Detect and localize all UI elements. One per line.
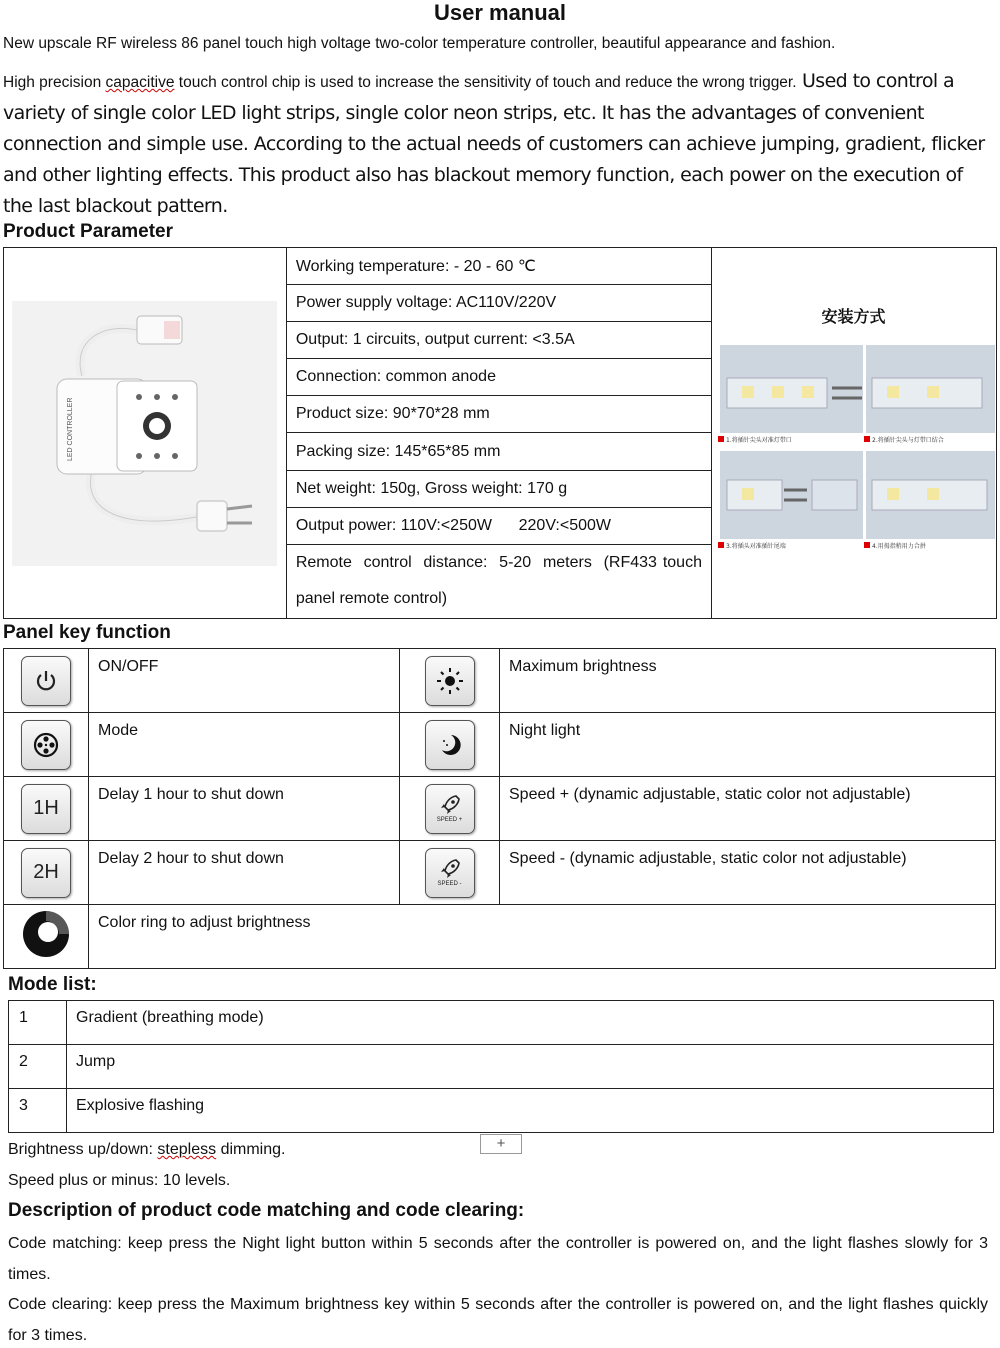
mode-number: 2 [9,1045,67,1089]
key-icon-cell [4,905,89,969]
speed-note: Speed plus or minus: 10 levels. [8,1172,231,1189]
sun-icon [425,656,475,706]
mode-list-table [8,1000,994,1133]
intro-line: New upscale RF wireless 86 panel touch high voltage two-color temperature controller, beautiful appearance and fashion. [3,35,836,52]
controller-label: LED CONTROLLER [67,397,75,461]
key-label: Delay 2 hour to shut down [89,841,400,905]
key-label: Speed - (dynamic adjustable, static color not adjustable) [500,841,996,905]
param-cell: Net weight: 150g, Gross weight: 170 g [286,470,711,507]
moon-icon [425,720,475,770]
code-matching-text: Code matching: keep press the Night light button within 5 seconds after the controller is powered on, and the light flashes slowly for 3 times. [8,1235,988,1283]
key-label: Color ring to adjust brightness [89,905,996,969]
2h-icon: 2H [21,848,71,898]
key-icon-cell [400,777,500,841]
speed-plus-text: SPEED + [436,817,463,823]
key-label: Night light [500,713,996,777]
product-parameter-heading: Product Parameter [3,221,174,242]
param-cell: Packing size: 145*65*85 mm [286,433,711,470]
param-cell: Product size: 90*70*28 mm [286,396,711,433]
brightness-note [8,1140,285,1160]
key-icon-cell [400,713,500,777]
intro-text-c: Used to control a variety of single color LED light strips, single color neon strips, etc. It has the advantages of convenient connection and simple use. According to the actual needs of customers can achieve jumping, gradient, flicker and other lighting effects. This product also has blackout memory function, each power on the execution of the last blackout pattern. [3,70,985,217]
key-icon-cell [400,649,500,713]
brightness-text-wavy: stepless [157,1141,217,1158]
mode-name: Gradient (breathing mode) [67,1001,994,1045]
key-icon-cell [4,649,89,713]
install-title: 安装方式 [821,307,886,326]
controller-image [12,301,277,566]
param-cell: Connection: common anode [286,359,711,396]
key-icon-cell [4,713,89,777]
key-icon-cell [4,841,89,905]
install-image-cell [711,248,996,619]
key-icon-cell [400,841,500,905]
page-title: User manual [433,0,567,25]
param-cell: Power supply voltage: AC110V/220V [286,285,711,322]
install-step-4: 4.用拇指稍用力合拼 [871,543,926,550]
mode-list-heading: Mode list: [8,974,97,995]
1h-icon: 1H [21,784,71,834]
intro-text-b: touch control chip is used to increase the sensitivity of touch and reduce the wrong trigger. [174,74,797,91]
param-cell: Working temperature: - 20 - 60 ℃ [286,248,711,285]
key-label: ON/OFF [89,649,400,713]
mode-name: Explosive flashing [67,1089,994,1133]
mode-number: 1 [9,1001,67,1045]
speed-minus-icon [425,848,475,898]
key-icon-cell [4,777,89,841]
install-diagram [712,248,995,618]
key-label: Maximum brightness [500,649,996,713]
key-label: Speed + (dynamic adjustable, static color not adjustable) [500,777,996,841]
install-step-2: 2.将插针尖头与灯带口结合 [871,437,944,444]
mode-name: Jump [67,1045,994,1089]
product-parameter-table [3,247,997,619]
add-row-button[interactable]: + [480,1134,522,1154]
intro-text-wavy: capacitive [105,74,175,91]
param-cell: Output: 1 circuits, output current: <3.5A [286,322,711,359]
color-ring-icon [19,907,73,961]
panel-key-table [3,648,996,969]
panel-key-heading: Panel key function [3,622,171,643]
speed-minus-text: SPEED - [437,881,462,887]
install-step-3: 3.将插头对准插针尾端 [725,543,786,550]
intro-paragraph [3,66,993,222]
brightness-text-b: dimming. [216,1141,286,1158]
code-heading: Description of product code matching and code clearing: [8,1200,525,1221]
key-label: Mode [89,713,400,777]
param-cell: Remote control distance: 5-20 meters (RF433 touch panel remote control) [286,544,711,618]
product-image-cell [4,248,287,619]
power-icon [21,656,71,706]
param-cell: Output power: 110V:<250W 220V:<500W [286,507,711,544]
mode-number: 3 [9,1089,67,1133]
speed-plus-icon [425,784,475,834]
code-clearing-text: Code clearing: keep press the Maximum brightness key within 5 seconds after the controller is powered on, and the light flashes quickly for 3 times. [8,1296,988,1344]
brightness-text-a: Brightness up/down: [8,1141,158,1158]
mode-icon [21,720,71,770]
install-step-1: 1.将插针尖头对准灯带口 [725,437,792,444]
key-label: Delay 1 hour to shut down [89,777,400,841]
intro-text-a: High precision [3,74,106,91]
